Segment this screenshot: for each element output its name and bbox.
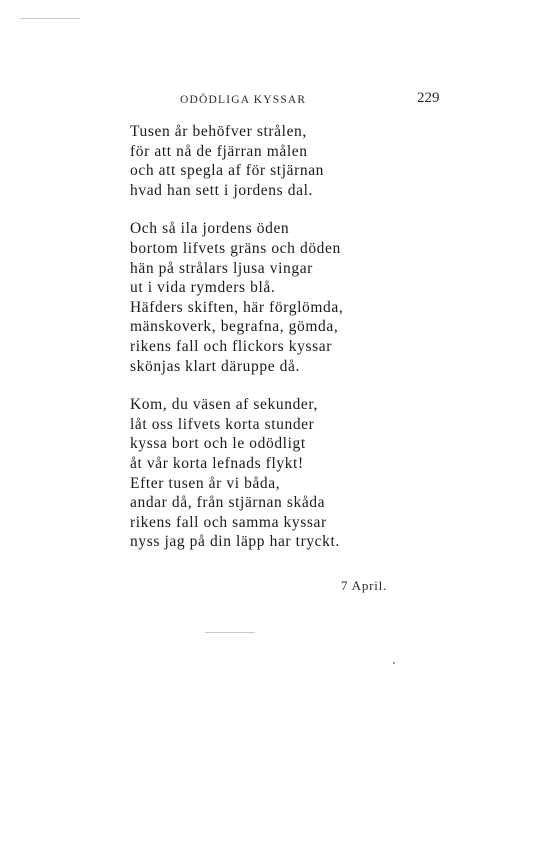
- poem-line: hän på strålars ljusa vingar: [130, 259, 313, 277]
- poem-line: andar då, från stjärnan skåda: [130, 494, 326, 512]
- scan-speck: [20, 18, 80, 19]
- poem-line: och att spegla af för stjärnan: [130, 162, 325, 180]
- scan-speck: [205, 632, 255, 633]
- poem-line: rikens fall och flickors kyssar: [130, 337, 332, 355]
- poem-line: Häfders skiften, här förglömda,: [130, 298, 344, 316]
- poem-line: för att nå de fjärran målen: [130, 142, 308, 160]
- poem-line: rikens fall och samma kyssar: [130, 513, 327, 531]
- poem-line: Kom, du väsen af sekunder,: [130, 396, 319, 414]
- poem-line: kyssa bort och le odödligt: [130, 435, 306, 453]
- poem-line: Tusen år behöfver strålen,: [130, 123, 307, 140]
- running-title: ODÖDLIGA KYSSAR: [180, 94, 307, 106]
- poem-line: mänskoverk, begrafna, gömda,: [130, 318, 339, 336]
- scan-speck: [393, 662, 395, 664]
- poem-line: ut i vida rymders blå.: [130, 279, 276, 297]
- page-number: 229: [417, 90, 440, 106]
- poem: [130, 122, 430, 571]
- stanza-2: [130, 219, 430, 376]
- poem-line: åt vår korta lefnads flykt!: [130, 454, 304, 472]
- stanza-3: [130, 395, 430, 552]
- poem-line: Och så ila jordens öden: [130, 220, 290, 238]
- stanza-1: [130, 122, 430, 200]
- poem-line: nyss jag på din läpp har tryckt.: [130, 533, 340, 551]
- poem-line: bortom lifvets gräns och döden: [130, 239, 341, 257]
- poem-line: hvad han sett i jordens dal.: [130, 181, 313, 199]
- poem-line: Efter tusen år vi båda,: [130, 474, 281, 492]
- poem-line: låt oss lifvets korta stunder: [130, 415, 315, 433]
- poem-date: 7 April.: [341, 578, 388, 593]
- poem-line: skönjas klart däruppe då.: [130, 357, 300, 375]
